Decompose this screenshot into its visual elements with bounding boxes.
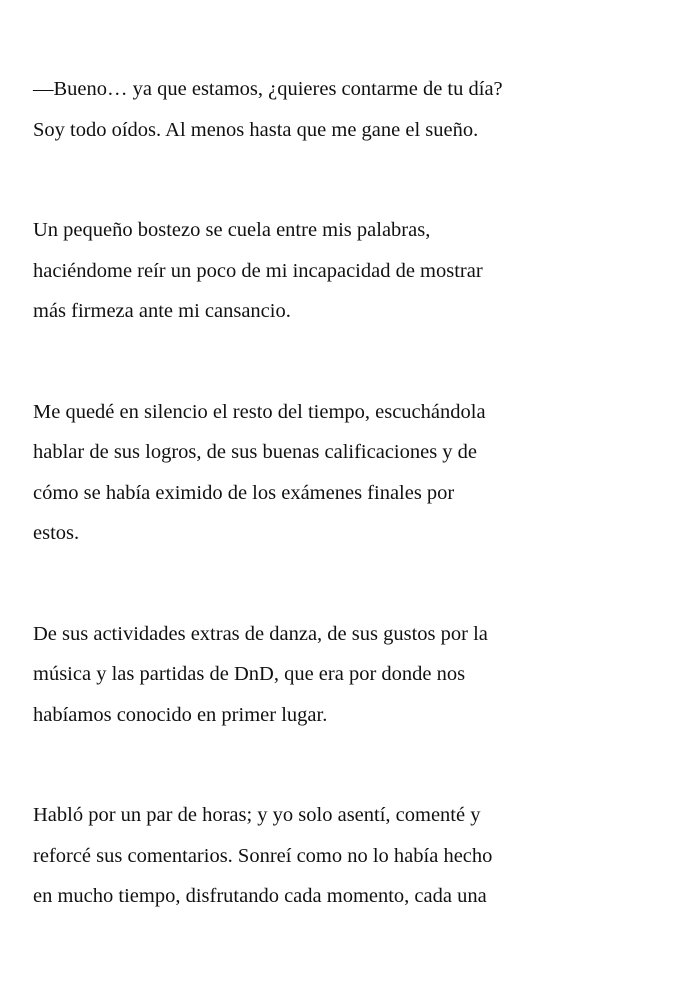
paragraph-3 <box>33 392 673 554</box>
paragraph-1 <box>33 69 673 150</box>
text-line: —Bueno… ya que estamos, ¿quieres contarme de tu día? <box>33 78 503 100</box>
text-line: hablar de sus logros, de sus buenas calificaciones y de <box>33 441 478 463</box>
document-body <box>33 69 673 977</box>
text-line: Soy todo oídos. Al menos hasta que me gane el sueño. <box>33 118 479 141</box>
text-line: en mucho tiempo, disfrutando cada momento, cada una <box>33 885 487 907</box>
text-line: haciéndome reír un poco de mi incapacidad de mostrar <box>33 259 483 282</box>
paragraph-2 <box>33 210 673 332</box>
text-line: Habló por un par de horas; y yo solo asentí, comenté y <box>33 804 481 826</box>
text-line: cómo se había eximido de los exámenes finales por <box>33 481 455 504</box>
text-line: Me quedé en silencio el resto del tiempo, escuchándola <box>33 400 486 423</box>
text-line: más firmeza ante mi cansancio. <box>33 300 291 322</box>
text-line: reforcé sus comentarios. Sonreí como no lo había hecho <box>33 844 493 867</box>
text-line: De sus actividades extras de danza, de sus gustos por la <box>33 622 488 645</box>
paragraph-4 <box>33 614 673 736</box>
text-line: habíamos conocido en primer lugar. <box>33 703 328 726</box>
text-line: Un pequeño bostezo se cuela entre mis palabras, <box>33 219 431 241</box>
paragraph-5 <box>33 795 673 917</box>
text-line: música y las partidas de DnD, que era por donde nos <box>33 663 466 685</box>
text-line: estos. <box>33 522 80 544</box>
